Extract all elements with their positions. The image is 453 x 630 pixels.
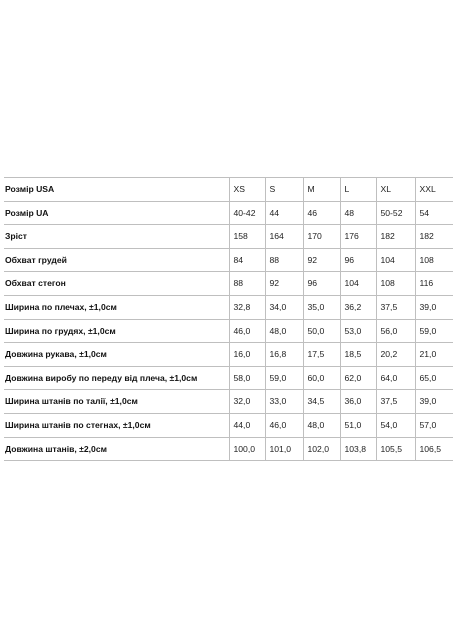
- cell-m: 48,0: [303, 413, 340, 437]
- cell-m: 46: [303, 201, 340, 225]
- cell-xxl: 108: [415, 248, 453, 272]
- cell-s: 101,0: [265, 437, 303, 461]
- size-heading-xl: XL: [376, 178, 415, 202]
- row-label: Ширина по плечах, ±1,0см: [4, 295, 229, 319]
- cell-s: 48,0: [265, 319, 303, 343]
- cell-xl: 182: [376, 225, 415, 249]
- row-label: Обхват грудей: [4, 248, 229, 272]
- size-heading-m: M: [303, 178, 340, 202]
- cell-xxl: 39,0: [415, 390, 453, 414]
- cell-xxl: 59,0: [415, 319, 453, 343]
- cell-l: 36,0: [340, 390, 376, 414]
- cell-s: 88: [265, 248, 303, 272]
- size-heading-xxl: XXL: [415, 178, 453, 202]
- table-row: [4, 248, 453, 272]
- size-chart-table: [4, 177, 453, 461]
- cell-xs: 100,0: [229, 437, 265, 461]
- size-heading-l: L: [340, 178, 376, 202]
- cell-s: 33,0: [265, 390, 303, 414]
- cell-xl: 108: [376, 272, 415, 296]
- cell-l: 96: [340, 248, 376, 272]
- cell-xl: 105,5: [376, 437, 415, 461]
- cell-xl: 50-52: [376, 201, 415, 225]
- table-row: [4, 366, 453, 390]
- cell-s: 16,8: [265, 343, 303, 367]
- cell-l: 18,5: [340, 343, 376, 367]
- row-label: Ширина по грудях, ±1,0см: [4, 319, 229, 343]
- cell-xl: 64,0: [376, 366, 415, 390]
- cell-xl: 54,0: [376, 413, 415, 437]
- cell-xl: 37,5: [376, 390, 415, 414]
- row-label: Зріст: [4, 225, 229, 249]
- table-row: [4, 437, 453, 461]
- cell-m: 96: [303, 272, 340, 296]
- cell-l: 53,0: [340, 319, 376, 343]
- cell-l: 48: [340, 201, 376, 225]
- row-label: Ширина штанів по талії, ±1,0см: [4, 390, 229, 414]
- cell-l: 36,2: [340, 295, 376, 319]
- cell-m: 170: [303, 225, 340, 249]
- size-header-row: [4, 178, 453, 202]
- table-row: [4, 343, 453, 367]
- cell-m: 34,5: [303, 390, 340, 414]
- cell-xl: 104: [376, 248, 415, 272]
- cell-xxl: 21,0: [415, 343, 453, 367]
- cell-l: 103,8: [340, 437, 376, 461]
- table-row: [4, 225, 453, 249]
- cell-xl: 37,5: [376, 295, 415, 319]
- cell-xl: 56,0: [376, 319, 415, 343]
- row-label: Довжина виробу по переду від плеча, ±1,0см: [4, 366, 229, 390]
- cell-m: 50,0: [303, 319, 340, 343]
- cell-xs: 40-42: [229, 201, 265, 225]
- table-row: [4, 319, 453, 343]
- row-label: Довжина штанів, ±2,0см: [4, 437, 229, 461]
- cell-xs: 16,0: [229, 343, 265, 367]
- cell-m: 92: [303, 248, 340, 272]
- table-row: [4, 295, 453, 319]
- cell-l: 62,0: [340, 366, 376, 390]
- cell-xxl: 65,0: [415, 366, 453, 390]
- cell-xxl: 54: [415, 201, 453, 225]
- size-heading-s: S: [265, 178, 303, 202]
- table-row: [4, 413, 453, 437]
- table-row: [4, 390, 453, 414]
- cell-m: 35,0: [303, 295, 340, 319]
- cell-xs: 44,0: [229, 413, 265, 437]
- cell-xs: 58,0: [229, 366, 265, 390]
- cell-s: 44: [265, 201, 303, 225]
- table-row: [4, 201, 453, 225]
- cell-xxl: 57,0: [415, 413, 453, 437]
- row-label: Довжина рукава, ±1,0см: [4, 343, 229, 367]
- cell-s: 92: [265, 272, 303, 296]
- size-heading-xs: XS: [229, 178, 265, 202]
- cell-s: 59,0: [265, 366, 303, 390]
- cell-s: 34,0: [265, 295, 303, 319]
- row-label: Ширина штанів по стегнах, ±1,0см: [4, 413, 229, 437]
- cell-xs: 158: [229, 225, 265, 249]
- cell-xs: 88: [229, 272, 265, 296]
- cell-xxl: 182: [415, 225, 453, 249]
- cell-m: 102,0: [303, 437, 340, 461]
- row-label: Обхват стегон: [4, 272, 229, 296]
- cell-m: 17,5: [303, 343, 340, 367]
- row-label: Розмір UA: [4, 201, 229, 225]
- cell-xl: 20,2: [376, 343, 415, 367]
- cell-xs: 32,8: [229, 295, 265, 319]
- cell-xs: 84: [229, 248, 265, 272]
- table-row: [4, 272, 453, 296]
- cell-xxl: 116: [415, 272, 453, 296]
- cell-l: 176: [340, 225, 376, 249]
- row-label: Розмір USA: [4, 178, 229, 202]
- cell-s: 164: [265, 225, 303, 249]
- size-chart-body: [4, 178, 453, 461]
- cell-m: 60,0: [303, 366, 340, 390]
- cell-xxl: 106,5: [415, 437, 453, 461]
- cell-xs: 32,0: [229, 390, 265, 414]
- cell-l: 104: [340, 272, 376, 296]
- cell-s: 46,0: [265, 413, 303, 437]
- cell-xs: 46,0: [229, 319, 265, 343]
- cell-xxl: 39,0: [415, 295, 453, 319]
- cell-l: 51,0: [340, 413, 376, 437]
